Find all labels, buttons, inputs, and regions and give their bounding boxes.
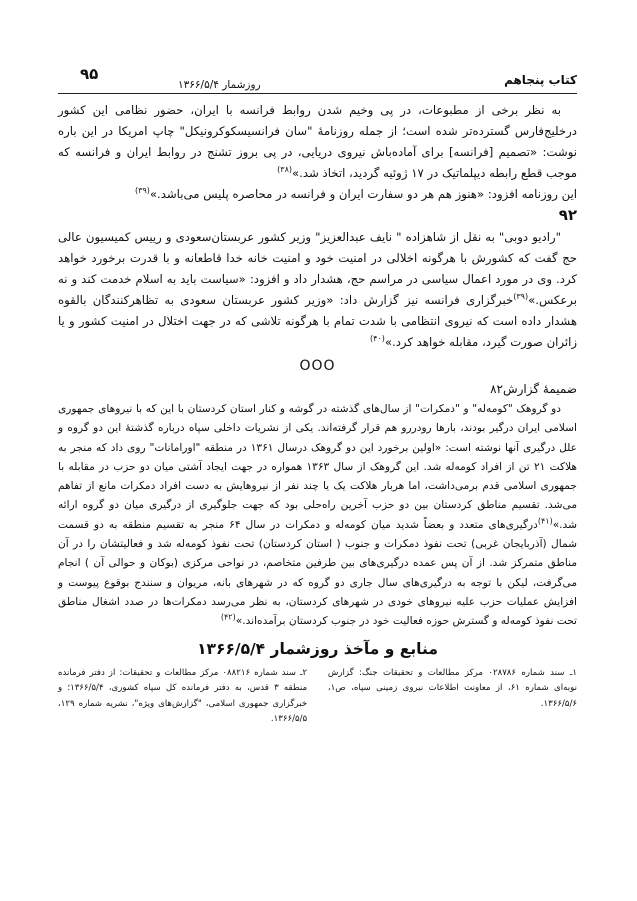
sources-title: منابع و مآخذ روزشمار ۱۳۶۶/۵/۴ [197, 639, 438, 658]
section-91 [58, 100, 577, 205]
sources-list [58, 666, 577, 728]
source-item: ۲ـ سند شماره ۰۸۸۲۱۶ مرکز مطالعات و تحقیقات: از دفتر فرمانده منطقه ۳ قدس، به دفتر فرمانده کل سپاه کشوری، ۱۳۶۶/۵/۴؛ و خبرگزاری جمهوری اسلامی، "گزارش‌های ویژه"، نشریه شماره ۱۲۹، ۱۳۶۶/۵/۵. [58, 667, 308, 725]
book-title: کتاب پنجاهم [504, 73, 577, 87]
footnote-ref: (۴۰) [370, 334, 385, 344]
running-header [58, 65, 577, 94]
section-92 [58, 227, 577, 353]
footnote-ref: (۳۹) [135, 186, 150, 196]
paragraph: به نظر برخی از مطبوعات، در پی وخیم شدن روابط فرانسه با ایران، حضور نظامی این کشور درخلیج‌فارس گسترده‌تر شده است؛ از جمله روزنامهٔ "سان فرانسیسکوکرونیکل" چاپ امریکا در این باره نوشت: «تصمیم [فرانسه] برای آماده‌باش نیروی دریایی، در پی بروز تشنج در روابط ایران و فرانسه که موجب قطع رابطه دیپلماتیک در ۱۷ ژوئیه گردید، اتخاذ شد.»$^{(۳۸)}$ [58, 103, 577, 180]
footnote-ref: (۳۹) [513, 292, 529, 302]
footnote-ref: (۳۸) [277, 165, 293, 175]
page-date: روزشمار ۱۳۶۶/۵/۴ [178, 79, 261, 91]
paragraph: این روزنامه افزود: «هنوز هم هر دو سفارت ایران و فرانسه در محاصره پلیس می‌باشد.»$^{(۳۹)}$ [135, 186, 577, 201]
section-divider: OOO [299, 358, 336, 374]
paragraph: دو گروهک "کومه‌له" و "دمکرات" از سال‌های گذشته در گوشه و کنار استان کردستان با این که با نیروهای جمهوری اسلامی ایران درگیر بودند، بارها رودررو هم قرار گرفته‌اند. یکی از نشریات داخلی سپاه درباره گذشتهٔ این دو گروه و علل درگیری آنها نوشته است: «اولین برخورد این دو گروهک درسال ۱۳۶۱ در منطقه "اورامانات" روی داد که منجر به هلاکت ۲۱ تن از افراد کومه‌له شد. این گروهک از سال ۱۳۶۳ همواره در جهت ایجاد آشتی میان دو حزب در مقابله با جمهوری اسلامی قدم برمی‌داشت، اما هربار هلاکت یک یا چند نفر از نیروهایش به دست افراد دمکرات مانع از تفاهم می‌شد. تقسیم مناطق کردستان بین دو حزب آخرین راه‌حلی بود که جهت جلوگیری از درگیری میان دو گروه ارائه شد.»$^{(۴۱)}$درگیری‌های متعدد و بعضاً شدید میان کومه‌له و دمکرات در سال ۶۴ منجر به تقسیم منطقه به دو قسمت شمال (آذربایجان غربی) تحت نفوذ دمکرات و جنوب ( استان کردستان) تحت نفوذ کومه‌له شد و فعالیتشان را در آن مناطق متمرکز شد. از آن پس عمده درگیری‌های بین طرفین متخاصم، در نواحی مرکزی (بوکان و حوالی آن ) انجام می‌گرفت، لیکن با توجه به درگیری‌های سال جاری دو گروه که در شهرهای بانه، مریوان و سنندج بوقوع پیوست و افزایش عملیات حزب علیه نیروهای خودی در شهرهای کردستان، به نظر می‌رسد دمکرات‌ها در صدد اشغال مناطق تحت نفوذ کومه‌له و گسترش حوزه فعالیت خود در جنوب کردستان برآمده‌اند.»$^{(۴۲)}$ [58, 403, 577, 628]
footnote-ref: (۴۲) [220, 612, 236, 622]
footnote-ref: (۴۱) [537, 516, 553, 526]
appendix-title: ضمیمهٔ گزارش۸۲ [490, 382, 577, 396]
entry-number: ۹۲ [558, 206, 577, 224]
source-item: ۱ـ سند شماره ۰۲۸۷۸۶ مرکز مطالعات و تحقیقات جنگ: گزارش نوبه‌ای شماره ۶۱، از معاونت اطلاعات نیروی زمینی سپاه، ص۱، ۱۳۶۶/۵/۶. [327, 667, 577, 709]
appendix-body [58, 400, 577, 632]
page-number: ۹۵ [80, 65, 99, 83]
page-content [58, 100, 577, 728]
paragraph: "رادیو دوبی" به نقل از شاهزاده " نایف عبدالعزیز" وزیر کشور عربستان‌سعودی و رییس کمیسیون عالی حج گفت که کشورش با هرگونه اخلالی در امنیت خود و امنیت خانه خدا قاطعانه و با قدرت برخورد خواهد کرد. وی در مورد اعمال سیاسی در مراسم حج، هشدار داد و افزود: «سیاست باید به اسلام خدمت کند و نه برعکس.»$^{(۳۹)}$خبرگزاری فرانسه نیز گزارش داد: «وزیر کشور عربستان سعودی به تظاهرکنندگان بالقوه هشدار داده است که نیروی انتظامی با شدت تمام با هرگونه تلاشی که در جهت اختلال در امنیت کشور و یا زائران صورت گیرد، مقابله خواهد کرد.»$^{(۴۰)}$ [58, 230, 577, 349]
